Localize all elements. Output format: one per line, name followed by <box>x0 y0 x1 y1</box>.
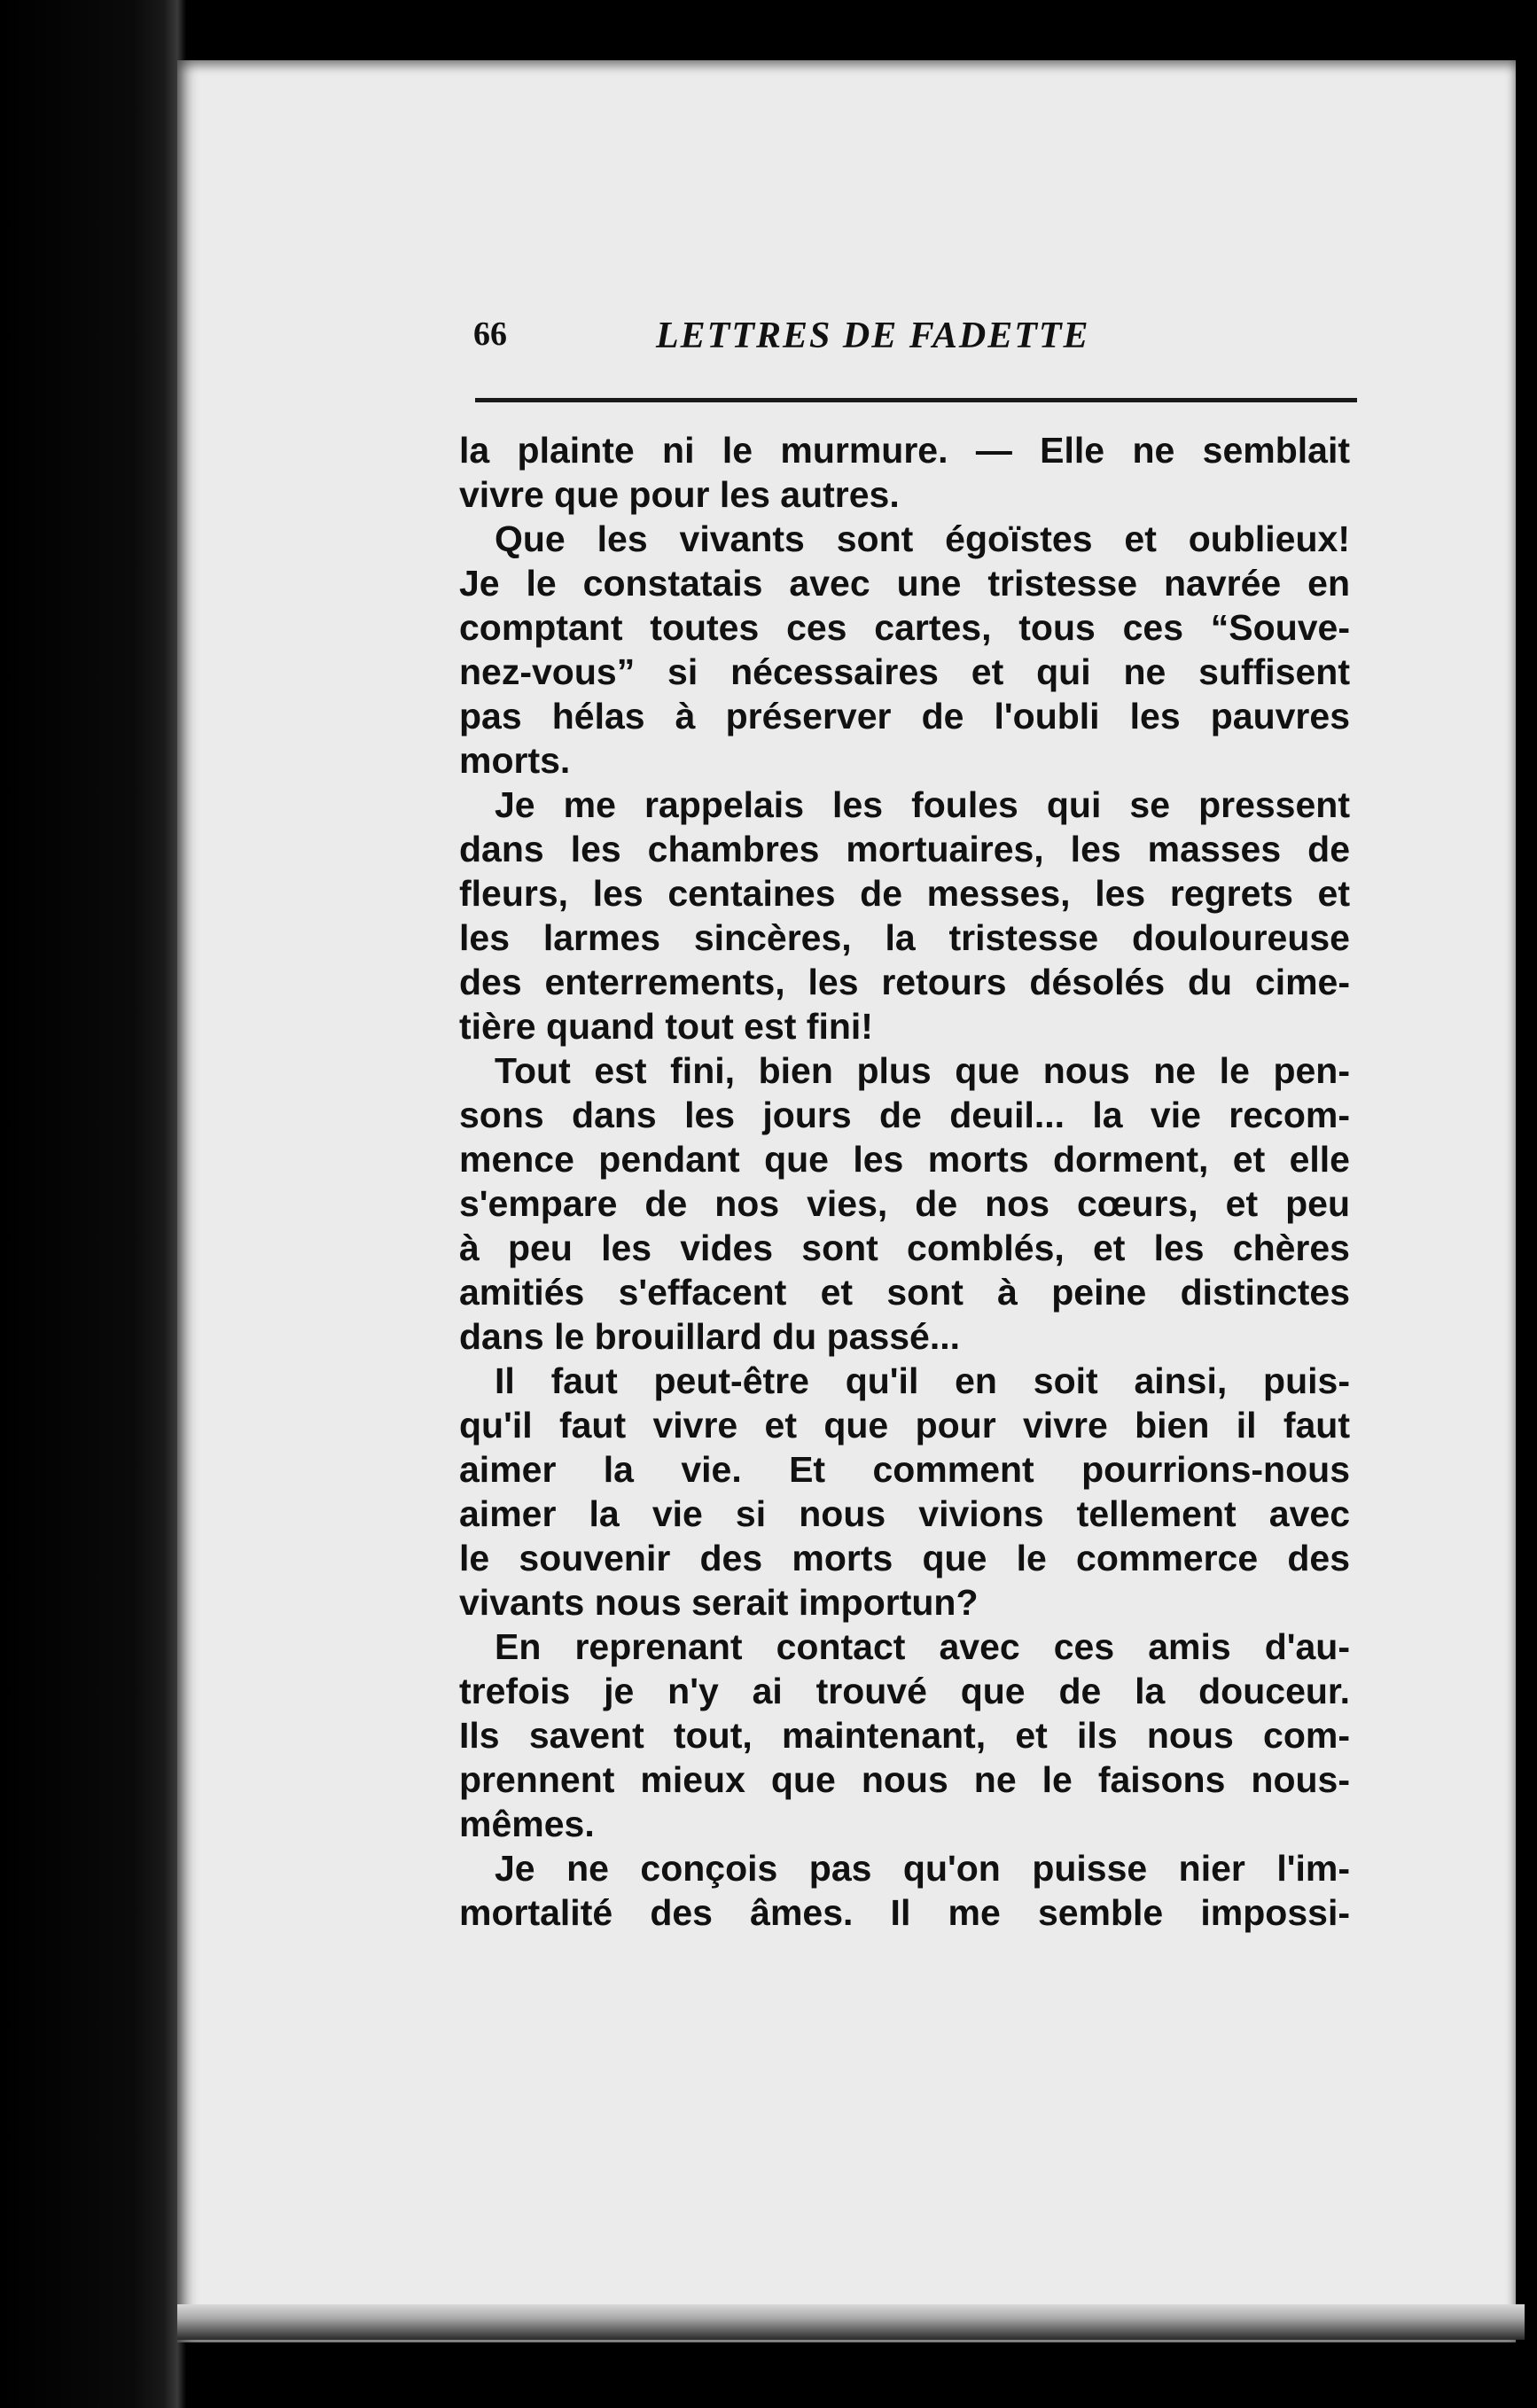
page-content <box>459 315 1350 1933</box>
text-line: mortalité des âmes. Il me semble impossi- <box>459 1892 1350 1933</box>
text-line: vivants nous serait importun? <box>459 1582 979 1623</box>
page-number: 66 <box>473 316 507 353</box>
text-line: Il faut peut-être qu'il en soit ainsi, puis- <box>495 1360 1350 1401</box>
text-line: mence pendant que les morts dorment, et elle <box>459 1139 1350 1180</box>
text-line: tière quand tout est fini! <box>459 1006 873 1047</box>
text-line: s'empare de nos vies, de nos cœurs, et peu <box>459 1183 1350 1224</box>
text-line: morts. <box>459 740 571 781</box>
text-line: la plainte ni le murmure. — Elle ne semblait <box>459 430 1350 471</box>
text-line: vivre que pour les autres. <box>459 474 900 515</box>
text-line: Que les vivants sont égoïstes et oublieux! <box>495 518 1350 559</box>
text-line: aimer la vie. Et comment pourrions-nous <box>459 1449 1350 1490</box>
text-line: Je me rappelais les foules qui se pressent <box>495 784 1350 825</box>
text-line: à peu les vides sont comblés, et les chères <box>459 1227 1350 1268</box>
text-line: fleurs, les centaines de messes, les regrets et <box>459 873 1350 914</box>
text-line: amitiés s'effacent et sont à peine distinctes <box>459 1272 1350 1313</box>
body-text <box>459 428 1350 1935</box>
text-line: mêmes. <box>459 1804 595 1844</box>
paper-bottom-edge <box>177 2304 1525 2340</box>
running-header <box>459 315 1350 366</box>
text-line: les larmes sincères, la tristesse douloureuse <box>459 917 1350 958</box>
header-rule <box>475 398 1357 402</box>
text-line: trefois je n'y ai trouvé que de la douceur. <box>459 1671 1350 1711</box>
text-line: nez-vous” si nécessaires et qui ne suffisent <box>459 651 1350 692</box>
text-line: comptant toutes ces cartes, tous ces “Souve- <box>459 607 1350 648</box>
text-line: Tout est fini, bien plus que nous ne le pen- <box>495 1050 1350 1091</box>
text-line: Ils savent tout, maintenant, et ils nous com- <box>459 1715 1350 1756</box>
text-line: qu'il faut vivre et que pour vivre bien il faut <box>459 1405 1350 1446</box>
text-line: dans les chambres mortuaires, les masses de <box>459 829 1350 869</box>
text-line: le souvenir des morts que le commerce des <box>459 1538 1350 1578</box>
book-edge-shadow <box>0 0 186 2408</box>
text-line: des enterrements, les retours désolés du cime- <box>459 962 1350 1002</box>
text-line: Je ne conçois pas qu'on puisse nier l'im- <box>495 1848 1350 1889</box>
text-line: En reprenant contact avec ces amis d'au- <box>495 1626 1350 1667</box>
text-line: sons dans les jours de deuil... la vie recom- <box>459 1095 1350 1135</box>
text-line: aimer la vie si nous vivions tellement avec <box>459 1493 1350 1534</box>
text-line: pas hélas à préserver de l'oubli les pauvres <box>459 696 1350 736</box>
text-line: Je le constatais avec une tristesse navrée en <box>459 563 1350 604</box>
text-line: prennent mieux que nous ne le faisons nous- <box>459 1759 1350 1800</box>
running-title: LETTRES DE FADETTE <box>656 316 1090 356</box>
text-line: dans le brouillard du passé... <box>459 1316 961 1357</box>
